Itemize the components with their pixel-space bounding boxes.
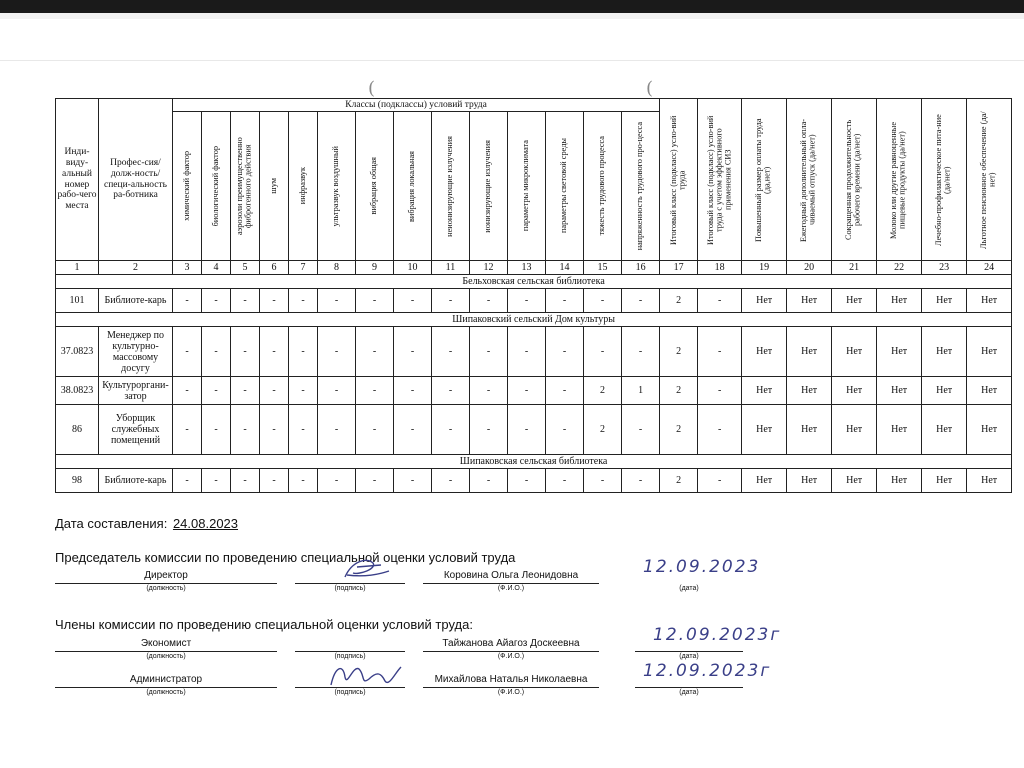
column-number: 8 — [318, 261, 356, 275]
table-cell: Нет — [787, 377, 832, 405]
table-cell: Нет — [967, 469, 1012, 493]
table-cell: - — [622, 469, 660, 493]
scan-shadow — [0, 13, 1024, 19]
chair-date: 12.09.2023 — [643, 557, 761, 577]
header-factor: шум — [260, 112, 289, 261]
table-cell: - — [289, 405, 318, 455]
table-cell: - — [470, 327, 508, 377]
chair-signature-mark — [337, 555, 397, 585]
table-cell: - — [508, 289, 546, 313]
column-number: 5 — [231, 261, 260, 275]
table-cell: Нет — [832, 469, 877, 493]
table-cell: - — [546, 377, 584, 405]
section-title: Бельховская сельская библиотека — [56, 275, 1012, 289]
table-cell: - — [318, 289, 356, 313]
header-classes-title: Классы (подклассы) условий труда — [173, 99, 660, 112]
sout-results-table — [55, 98, 1012, 493]
table-cell: 2 — [660, 377, 698, 405]
column-number: 4 — [202, 261, 231, 275]
member2-date: 12.09.2023г — [643, 661, 772, 681]
table-row — [56, 405, 1012, 455]
table-cell: 2 — [584, 377, 622, 405]
table-cell: - — [356, 289, 394, 313]
member1-position: Экономист — [55, 637, 277, 652]
table-cell: - — [318, 327, 356, 377]
table-cell: - — [356, 405, 394, 455]
table-cell: - — [470, 377, 508, 405]
table-cell: Нет — [742, 289, 787, 313]
table-cell: - — [173, 327, 202, 377]
chair-position: Директор — [55, 569, 277, 584]
caption-position: (должность) — [146, 585, 186, 592]
column-number: 10 — [394, 261, 432, 275]
table-row — [56, 377, 1012, 405]
profession: Библиоте-карь — [99, 469, 173, 493]
table-cell: Нет — [922, 289, 967, 313]
column-number: 12 — [470, 261, 508, 275]
table-cell: - — [698, 327, 742, 377]
workplace-number: 101 — [56, 289, 99, 313]
table-cell: 2 — [660, 405, 698, 455]
table-cell: - — [432, 469, 470, 493]
caption-signature: (подпись) — [334, 585, 366, 592]
profession: Культуроргани-затор — [99, 377, 173, 405]
workplace-number: 38.0823 — [56, 377, 99, 405]
table-cell: - — [470, 289, 508, 313]
table-cell: - — [394, 377, 432, 405]
section-row — [56, 455, 1012, 469]
table-cell: - — [508, 377, 546, 405]
table-cell: - — [318, 405, 356, 455]
column-number: 6 — [260, 261, 289, 275]
column-number: 24 — [967, 261, 1012, 275]
table-cell: 2 — [584, 405, 622, 455]
table-cell: Нет — [877, 469, 922, 493]
table-cell: Нет — [877, 327, 922, 377]
header-factor: неионизирующие излучения — [432, 112, 470, 261]
table-cell: Нет — [922, 327, 967, 377]
table-cell: Нет — [832, 405, 877, 455]
header-factor: параметры микроклимата — [508, 112, 546, 261]
header-pension: Льготное пенсионное обеспечение (да/нет) — [967, 99, 1012, 261]
caption-position: (должность) — [146, 653, 186, 660]
header-final-class: Итоговый класс (подкласс) усло-вий труда — [660, 99, 698, 261]
table-cell: - — [260, 405, 289, 455]
section-row — [56, 313, 1012, 327]
table-cell: 2 — [660, 327, 698, 377]
table-cell: - — [289, 327, 318, 377]
table-cell: - — [546, 405, 584, 455]
table-cell: - — [289, 377, 318, 405]
header-factor: инфразвук — [289, 112, 318, 261]
header-factor: напряженность трудового про-цесса — [622, 112, 660, 261]
caption-date: (дата) — [679, 653, 699, 660]
table-cell: - — [173, 405, 202, 455]
table-cell: Нет — [877, 377, 922, 405]
table-cell: - — [584, 289, 622, 313]
table-cell: - — [470, 405, 508, 455]
table-cell: Нет — [787, 405, 832, 455]
header-milk: Молоко или другие равноценные пищевые продукты (да/нет) — [877, 99, 922, 261]
table-cell: - — [173, 377, 202, 405]
member2-name: Михайлова Наталья Николаевна — [423, 673, 599, 688]
member1-date: 12.09.2023г — [653, 625, 782, 645]
table-cell: 1 — [622, 377, 660, 405]
header-factor: вибрация общая — [356, 112, 394, 261]
table-cell: - — [394, 469, 432, 493]
caption-name: (Ф.И.О.) — [497, 585, 525, 592]
table-cell: - — [318, 377, 356, 405]
table-cell: Нет — [922, 469, 967, 493]
header-factor: тяжесть трудового процесса — [584, 112, 622, 261]
column-number: 22 — [877, 261, 922, 275]
table-cell: - — [202, 327, 231, 377]
scan-line — [0, 60, 1024, 61]
table-cell: Нет — [832, 327, 877, 377]
table-cell: Нет — [832, 289, 877, 313]
table-cell: - — [202, 469, 231, 493]
header-workplace-number: Инди-виду-альный номер рабо-чего места — [56, 99, 99, 261]
table-cell: - — [470, 469, 508, 493]
table-cell: Нет — [967, 405, 1012, 455]
column-number: 11 — [432, 261, 470, 275]
table-cell: - — [318, 469, 356, 493]
table-cell: Нет — [742, 405, 787, 455]
table-row — [56, 289, 1012, 313]
punch-mark-left: ( — [368, 78, 376, 99]
table-cell: - — [508, 327, 546, 377]
column-number: 7 — [289, 261, 318, 275]
column-number: 13 — [508, 261, 546, 275]
header-factor: вибрация локальная — [394, 112, 432, 261]
table-cell: - — [546, 327, 584, 377]
table-cell: Нет — [787, 289, 832, 313]
header-factor: ионизирующие излучения — [470, 112, 508, 261]
table-cell: 2 — [660, 289, 698, 313]
table-cell: - — [231, 405, 260, 455]
profession: Библиоте-карь — [99, 289, 173, 313]
chair-name: Коровина Ольга Леонидовна — [423, 569, 599, 584]
header-extra-leave: Ежегодный дополнительный опла-чиваемый отпуск (да/нет) — [787, 99, 832, 261]
column-number: 1 — [56, 261, 99, 275]
table-cell: - — [432, 405, 470, 455]
caption-position: (должность) — [146, 689, 186, 696]
date-compiled-label: Дата составления: — [55, 516, 168, 531]
header-factor: ультразвук воздушный — [318, 112, 356, 261]
section-title: Шипаковский сельский Дом культуры — [56, 313, 1012, 327]
profession: Уборщик служебных помещений — [99, 405, 173, 455]
punch-mark-right: ( — [646, 78, 654, 99]
table-row — [56, 327, 1012, 377]
table-cell: - — [260, 327, 289, 377]
table-cell: - — [202, 289, 231, 313]
chair-title: Председатель комиссии по проведению специальной оценки условий труда — [55, 550, 516, 565]
table-cell: - — [584, 469, 622, 493]
caption-date: (дата) — [679, 585, 699, 592]
header-increased-pay: Повышенный размер оплаты труда (да,нет) — [742, 99, 787, 261]
table-cell: Нет — [967, 377, 1012, 405]
table-cell: - — [231, 469, 260, 493]
table-cell: - — [260, 377, 289, 405]
table-cell: Нет — [742, 327, 787, 377]
table-cell: - — [173, 289, 202, 313]
table-cell: - — [394, 405, 432, 455]
column-number: 20 — [787, 261, 832, 275]
member1-signature-field — [295, 637, 405, 652]
table-cell: - — [356, 469, 394, 493]
caption-date: (дата) — [679, 689, 699, 696]
table-cell: - — [394, 289, 432, 313]
column-number: 2 — [99, 261, 173, 275]
caption-signature: (подпись) — [334, 689, 366, 696]
table-cell: - — [356, 327, 394, 377]
table-cell: Нет — [742, 469, 787, 493]
column-number: 23 — [922, 261, 967, 275]
table-cell: - — [698, 469, 742, 493]
member2-signature-row — [55, 661, 775, 703]
table-cell: - — [231, 327, 260, 377]
table-cell: - — [289, 469, 318, 493]
table-cell: - — [698, 377, 742, 405]
table-cell: - — [202, 405, 231, 455]
table-cell: - — [260, 289, 289, 313]
column-number: 3 — [173, 261, 202, 275]
table-cell: Нет — [922, 405, 967, 455]
table-cell: - — [622, 289, 660, 313]
table-cell: Нет — [742, 377, 787, 405]
table-cell: Нет — [877, 289, 922, 313]
table-cell: 2 — [660, 469, 698, 493]
caption-name: (Ф.И.О.) — [497, 653, 525, 660]
table-row — [56, 469, 1012, 493]
member2-position: Администратор — [55, 673, 277, 688]
header-factor: аэрозоли преимущественно фиброгенного действия — [231, 112, 260, 261]
table-cell: - — [432, 377, 470, 405]
scan-top-edge — [0, 0, 1024, 13]
workplace-number: 98 — [56, 469, 99, 493]
table-cell: - — [173, 469, 202, 493]
member1-name: Тайжанова Айагоз Доскеевна — [423, 637, 599, 652]
header-reduced-hours: Сокращенная продолжительность рабочего времени (да/нет) — [832, 99, 877, 261]
table-cell: - — [622, 327, 660, 377]
table-cell: - — [394, 327, 432, 377]
caption-name: (Ф.И.О.) — [497, 689, 525, 696]
table-cell: - — [546, 469, 584, 493]
column-number: 19 — [742, 261, 787, 275]
header-final-class-siz: Итоговый класс (подкласс) усло-вий труда с учетом эффективного применения СИЗ — [698, 99, 742, 261]
column-number: 17 — [660, 261, 698, 275]
table-cell: Нет — [787, 327, 832, 377]
table-cell: - — [231, 377, 260, 405]
header-therapeutic-food: Лечебно-профилактическое пита-ние (да/нет) — [922, 99, 967, 261]
column-number: 9 — [356, 261, 394, 275]
section-title: Шипаковская сельская библиотека — [56, 455, 1012, 469]
column-number: 15 — [584, 261, 622, 275]
table-cell: - — [508, 469, 546, 493]
members-title: Члены комиссии по проведению специальной оценки условий труда: — [55, 617, 473, 632]
table-cell: Нет — [967, 289, 1012, 313]
table-cell: - — [432, 327, 470, 377]
header-factor: параметры световой среды — [546, 112, 584, 261]
table-cell: - — [698, 289, 742, 313]
date-compiled — [55, 516, 238, 531]
table-cell: - — [584, 327, 622, 377]
column-number: 21 — [832, 261, 877, 275]
table-cell: Нет — [787, 469, 832, 493]
table-cell: Нет — [877, 405, 922, 455]
member2-signature-mark — [325, 659, 405, 693]
table-cell: - — [698, 405, 742, 455]
table-cell: Нет — [967, 327, 1012, 377]
table-cell: - — [356, 377, 394, 405]
table-cell: Нет — [922, 377, 967, 405]
table-cell: Нет — [832, 377, 877, 405]
column-number: 16 — [622, 261, 660, 275]
column-number: 18 — [698, 261, 742, 275]
section-row — [56, 275, 1012, 289]
header-factor: биологический фактор — [202, 112, 231, 261]
header-profession: Профес-сия/долж-ность/специ-альность ра-ботника — [99, 99, 173, 261]
column-number: 14 — [546, 261, 584, 275]
table-cell: - — [622, 405, 660, 455]
header-factor: химический фактор — [173, 112, 202, 261]
table-cell: - — [546, 289, 584, 313]
table-cell: - — [260, 469, 289, 493]
table-cell: - — [432, 289, 470, 313]
table-cell: - — [202, 377, 231, 405]
table-cell: - — [289, 289, 318, 313]
profession: Менеджер по культурно-массовому досугу — [99, 327, 173, 377]
workplace-number: 86 — [56, 405, 99, 455]
date-compiled-value: 24.08.2023 — [172, 516, 239, 531]
caption-signature: (подпись) — [334, 653, 366, 660]
table-cell: - — [231, 289, 260, 313]
workplace-number: 37.0823 — [56, 327, 99, 377]
table-cell: - — [508, 405, 546, 455]
